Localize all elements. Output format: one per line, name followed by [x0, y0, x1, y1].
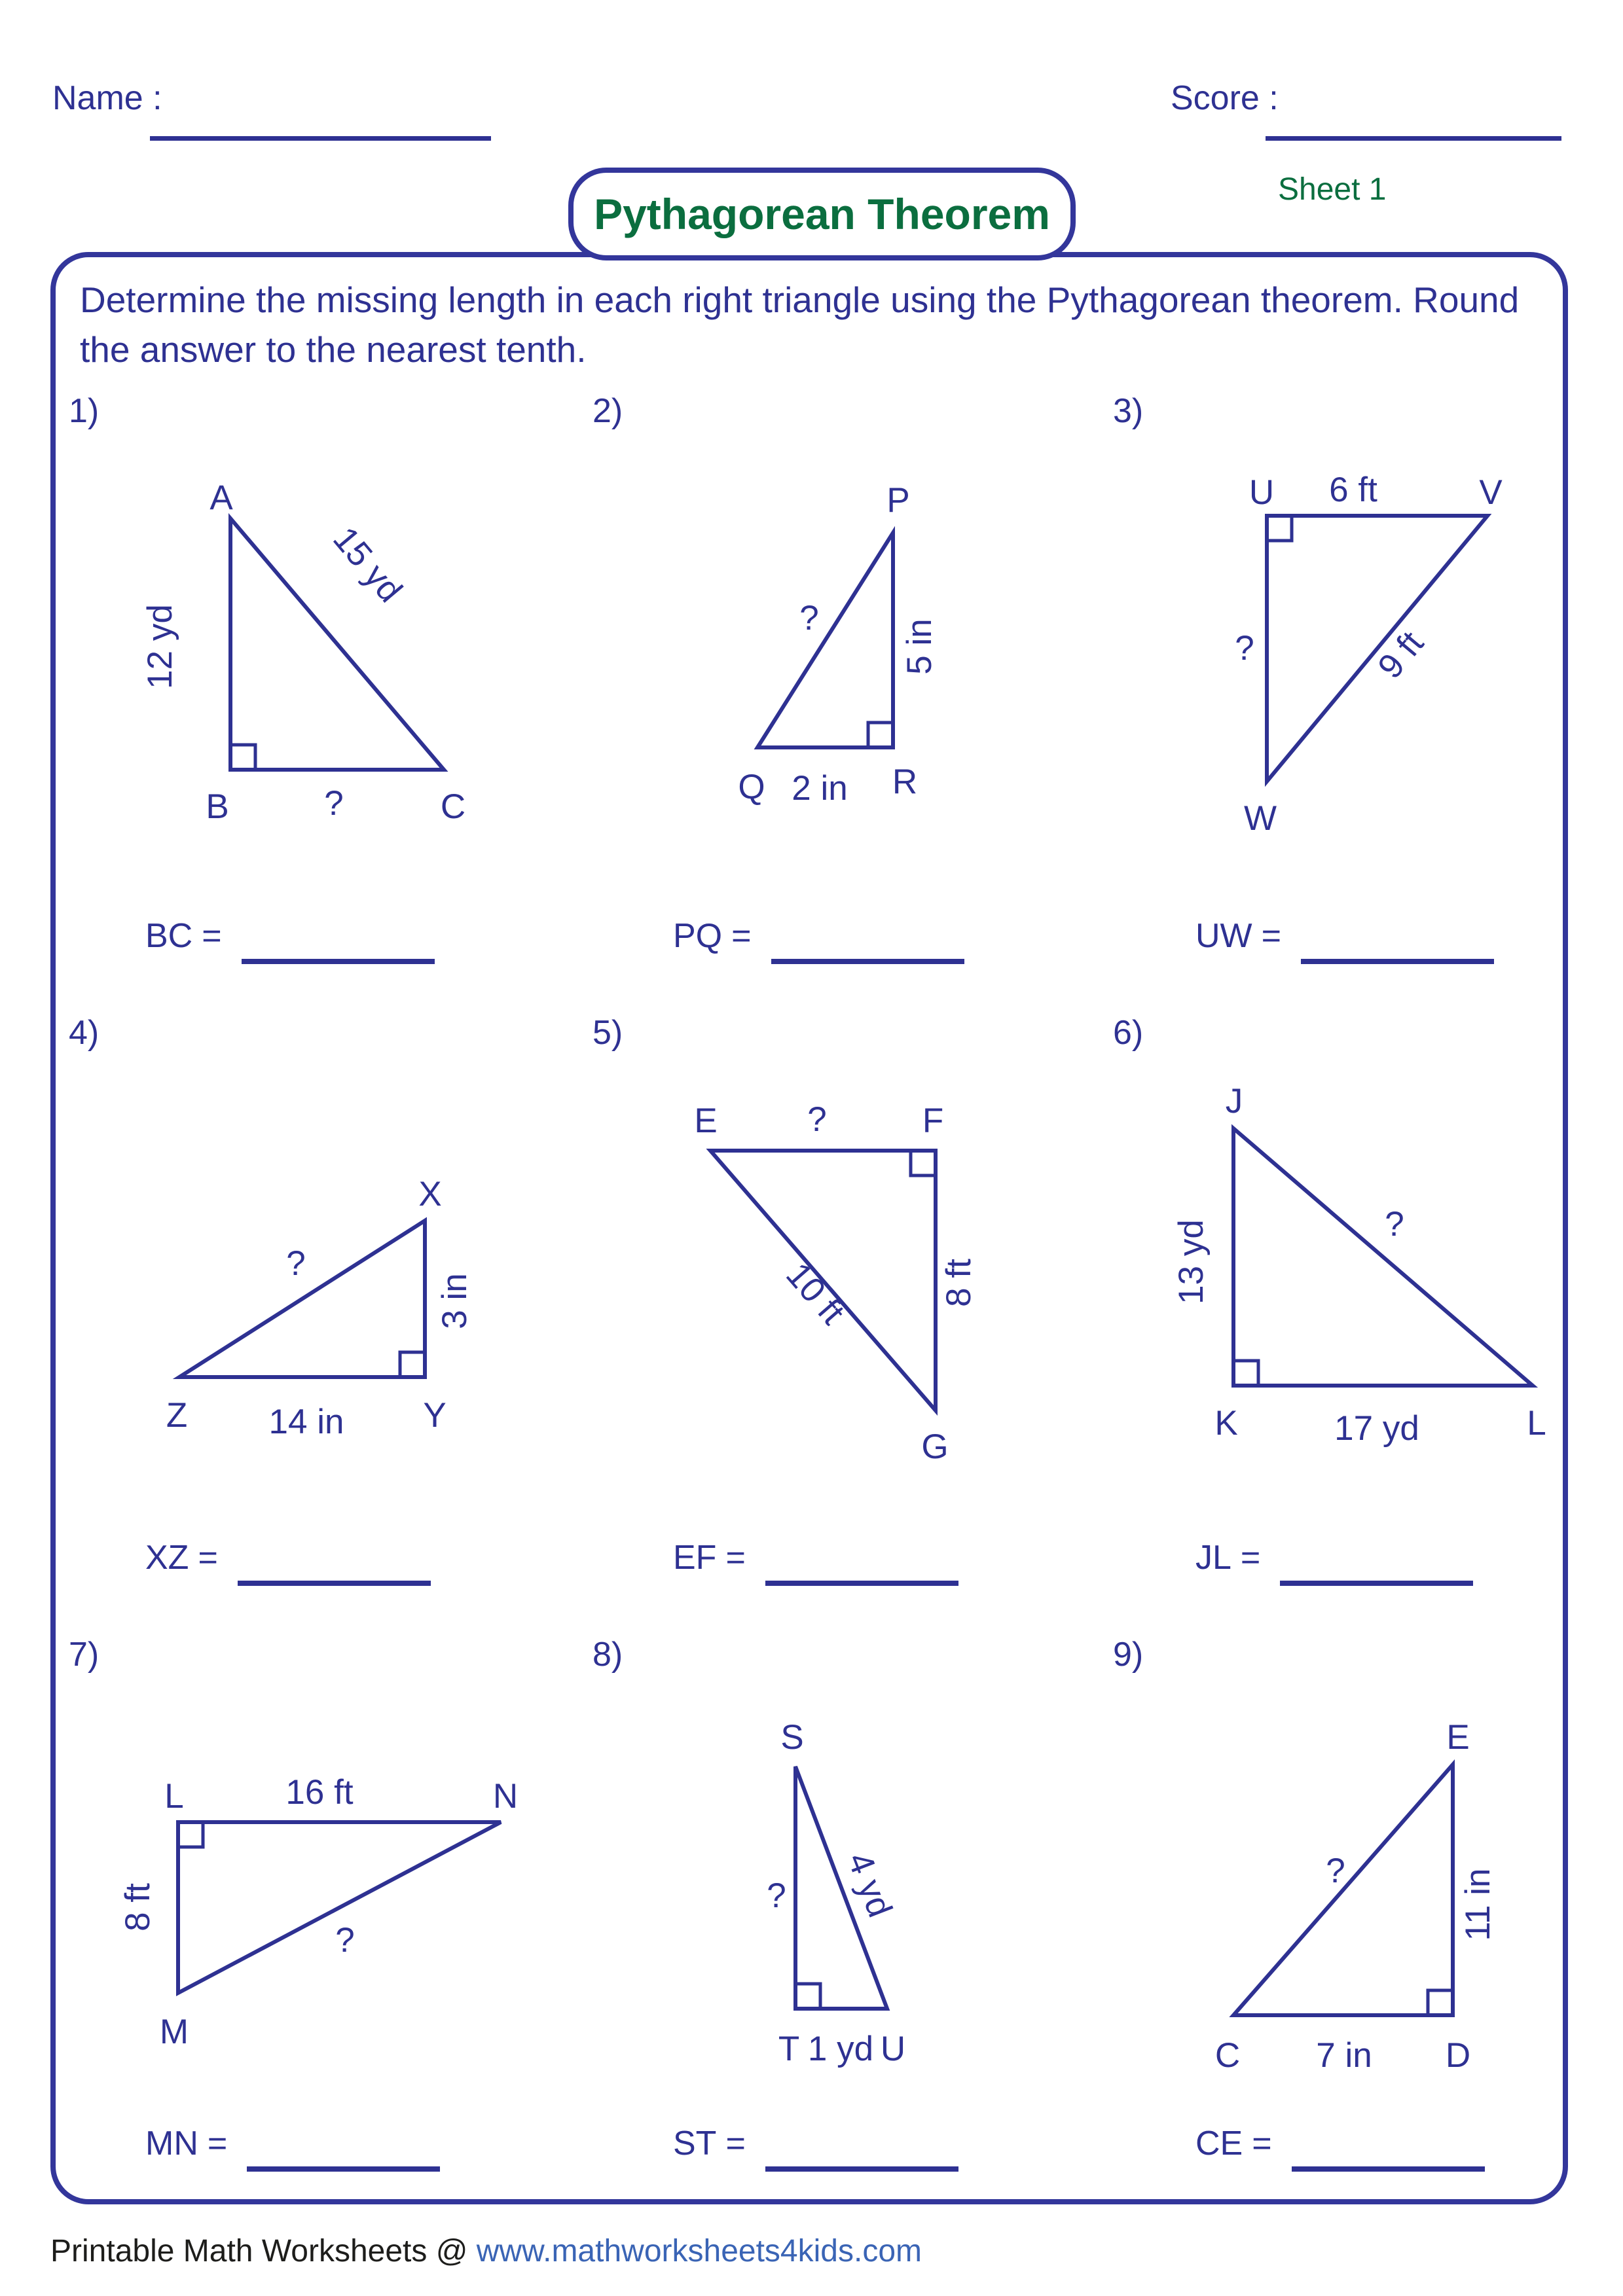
footer-text: Printable Math Worksheets @	[50, 2234, 477, 2269]
side-length-label: 15 yd	[325, 520, 410, 610]
answer-blank-line[interactable]	[771, 958, 964, 964]
side-length-label: 12 yd	[141, 604, 179, 689]
side-length-label: 17 yd	[1334, 1409, 1419, 1448]
side-length-label: 8 ft	[939, 1259, 978, 1307]
problem-7	[52, 1630, 524, 2088]
vertex-label-N: N	[492, 1777, 519, 1816]
unknown-side-label: ?	[1235, 629, 1254, 668]
vertex-label-F: F	[922, 1102, 944, 1140]
problem-number: 7)	[69, 1636, 100, 1674]
problem-4	[52, 1008, 524, 1466]
triangle-figure	[576, 386, 1048, 844]
answer-label: JL	[1195, 1539, 1231, 1577]
answer-row-ef	[673, 1538, 958, 1577]
side-length-label: 5 in	[900, 619, 939, 675]
unknown-side-label: ?	[286, 1244, 306, 1283]
unknown-side-label: ?	[799, 599, 819, 637]
answer-blank-line[interactable]	[238, 1580, 431, 1586]
side-length-label: 9 ft	[1370, 624, 1431, 686]
problem-1	[52, 386, 524, 844]
vertex-label-L: L	[1527, 1404, 1546, 1443]
triangle-figure	[52, 1630, 524, 2088]
equals-sign: =	[1240, 1539, 1261, 1577]
unknown-side-label: ?	[324, 784, 344, 823]
vertex-label-Z: Z	[166, 1396, 188, 1435]
unknown-side-label: ?	[335, 1921, 355, 1960]
answer-blank-line[interactable]	[765, 2166, 958, 2172]
vertex-label-U: U	[880, 2030, 906, 2068]
problem-number: 5)	[593, 1014, 623, 1052]
side-length-label: 1 yd	[807, 2030, 874, 2068]
problem-9	[1097, 1630, 1568, 2088]
problem-5	[576, 1008, 1048, 1466]
name-input-line[interactable]	[150, 136, 491, 141]
vertex-label-D: D	[1445, 2036, 1471, 2075]
unknown-side-label: ?	[1385, 1205, 1404, 1244]
triangle-figure	[1097, 386, 1568, 844]
triangle-figure	[52, 386, 524, 844]
equals-sign: =	[1252, 2125, 1272, 2162]
answer-label: XZ	[145, 1539, 189, 1577]
answer-label: BC	[145, 917, 193, 955]
side-length-label: 4 yd	[839, 1847, 900, 1923]
side-length-label: 8 ft	[119, 1883, 157, 1931]
vertex-label-J: J	[1225, 1082, 1243, 1121]
score-input-line[interactable]	[1266, 136, 1561, 141]
vertex-label-Y: Y	[423, 1396, 447, 1435]
instructions	[80, 275, 1559, 374]
right-angle-marker	[1428, 1990, 1453, 2015]
unknown-side-label: ?	[1326, 1852, 1345, 1890]
score-label: Score :	[1171, 79, 1279, 117]
triangle-outline	[178, 1822, 501, 1993]
instructions-line-1: Determine the missing length in each right triangle using the Pythagorean theorem. Round	[80, 279, 1520, 320]
problem-number: 1)	[69, 392, 100, 430]
right-angle-marker	[178, 1822, 203, 1847]
answer-label: PQ	[673, 917, 723, 955]
equals-sign: =	[1261, 917, 1282, 955]
vertex-label-U: U	[1249, 473, 1275, 512]
side-length-label: 10 ft	[778, 1255, 852, 1332]
answer-row-jl	[1195, 1538, 1473, 1577]
vertex-label-C: C	[1214, 2036, 1241, 2075]
side-length-label: 11 in	[1459, 1868, 1497, 1941]
title-badge	[568, 168, 1076, 260]
answer-label: MN	[145, 2125, 198, 2162]
problem-6	[1097, 1008, 1568, 1466]
equals-sign: =	[731, 917, 752, 955]
answer-blank-line[interactable]	[1292, 2166, 1485, 2172]
answer-label: UW	[1195, 917, 1252, 955]
right-angle-marker	[1267, 516, 1292, 541]
triangle-outline	[757, 533, 893, 747]
instructions-line-2: the answer to the nearest tenth.	[80, 329, 587, 370]
vertex-label-L: L	[164, 1777, 184, 1816]
vertex-label-M: M	[159, 2013, 189, 2051]
right-angle-marker	[795, 1984, 820, 2009]
answer-row-ce	[1195, 2124, 1485, 2163]
triangle-figure	[576, 1630, 1048, 2088]
right-angle-marker	[911, 1151, 936, 1175]
side-length-label: 16 ft	[285, 1773, 354, 1812]
triangle-figure	[52, 1008, 524, 1466]
answer-row-xz	[145, 1538, 431, 1577]
answer-blank-line[interactable]	[1280, 1580, 1473, 1586]
unknown-side-label: ?	[807, 1100, 827, 1139]
problem-number: 9)	[1113, 1636, 1144, 1674]
vertex-label-T: T	[778, 2030, 800, 2068]
answer-blank-line[interactable]	[1301, 958, 1494, 964]
problem-number: 2)	[593, 392, 623, 430]
answer-label: CE	[1195, 2125, 1243, 2162]
equals-sign: =	[207, 2125, 228, 2162]
triangle-figure	[1097, 1630, 1568, 2088]
vertex-label-X: X	[418, 1175, 442, 1213]
answer-label: ST	[673, 2125, 717, 2162]
problem-number: 8)	[593, 1636, 623, 1674]
unknown-side-label: ?	[767, 1876, 786, 1915]
page-title: Pythagorean Theorem	[594, 190, 1050, 238]
problem-8	[576, 1630, 1048, 2088]
vertex-label-C: C	[440, 787, 466, 826]
equals-sign: =	[725, 1539, 746, 1577]
footer-link[interactable]: www.mathworksheets4kids.com	[476, 2234, 922, 2269]
vertex-label-B: B	[206, 787, 229, 826]
right-angle-marker	[230, 745, 255, 770]
answer-row-mn	[145, 2124, 440, 2163]
answer-blank-line[interactable]	[765, 1580, 958, 1586]
right-angle-marker	[400, 1352, 425, 1377]
side-length-label: 14 in	[268, 1403, 344, 1441]
equals-sign: =	[725, 2125, 746, 2162]
answer-row-pq	[673, 916, 964, 956]
side-length-label: 6 ft	[1329, 471, 1377, 509]
answer-blank-line[interactable]	[247, 2166, 440, 2172]
vertex-label-P: P	[886, 481, 910, 520]
vertex-label-V: V	[1479, 473, 1503, 512]
equals-sign: =	[202, 917, 222, 955]
triangle-figure	[1097, 1008, 1568, 1466]
answer-label: EF	[673, 1539, 717, 1577]
vertex-label-Q: Q	[738, 768, 765, 806]
side-length-label: 3 in	[435, 1273, 474, 1329]
side-length-label: 7 in	[1316, 2036, 1372, 2075]
vertex-label-E: E	[1446, 1718, 1470, 1757]
right-angle-marker	[1233, 1361, 1258, 1386]
side-length-label: 2 in	[792, 769, 848, 808]
answer-row-st	[673, 2124, 958, 2163]
triangle-figure	[576, 1008, 1048, 1466]
triangle-outline	[1267, 516, 1487, 781]
vertex-label-A: A	[210, 478, 233, 517]
sheet-number: Sheet 1	[1278, 172, 1387, 207]
vertex-label-E: E	[694, 1102, 718, 1140]
answer-blank-line[interactable]	[242, 958, 435, 964]
problem-number: 6)	[1113, 1014, 1144, 1052]
problem-number: 3)	[1113, 392, 1144, 430]
problem-number: 4)	[69, 1014, 100, 1052]
right-angle-marker	[868, 723, 893, 747]
problem-3	[1097, 386, 1568, 844]
vertex-label-K: K	[1214, 1404, 1238, 1443]
footer	[50, 2233, 922, 2269]
side-length-label: 13 yd	[1172, 1219, 1211, 1304]
vertex-label-G: G	[921, 1427, 949, 1466]
name-label: Name :	[52, 79, 162, 117]
answer-row-uw	[1195, 916, 1494, 956]
equals-sign: =	[198, 1539, 218, 1577]
vertex-label-R: R	[892, 762, 918, 801]
vertex-label-S: S	[780, 1718, 804, 1757]
answer-row-bc	[145, 916, 435, 956]
vertex-label-W: W	[1243, 799, 1277, 838]
triangle-outline	[1233, 1128, 1533, 1386]
problem-2	[576, 386, 1048, 844]
